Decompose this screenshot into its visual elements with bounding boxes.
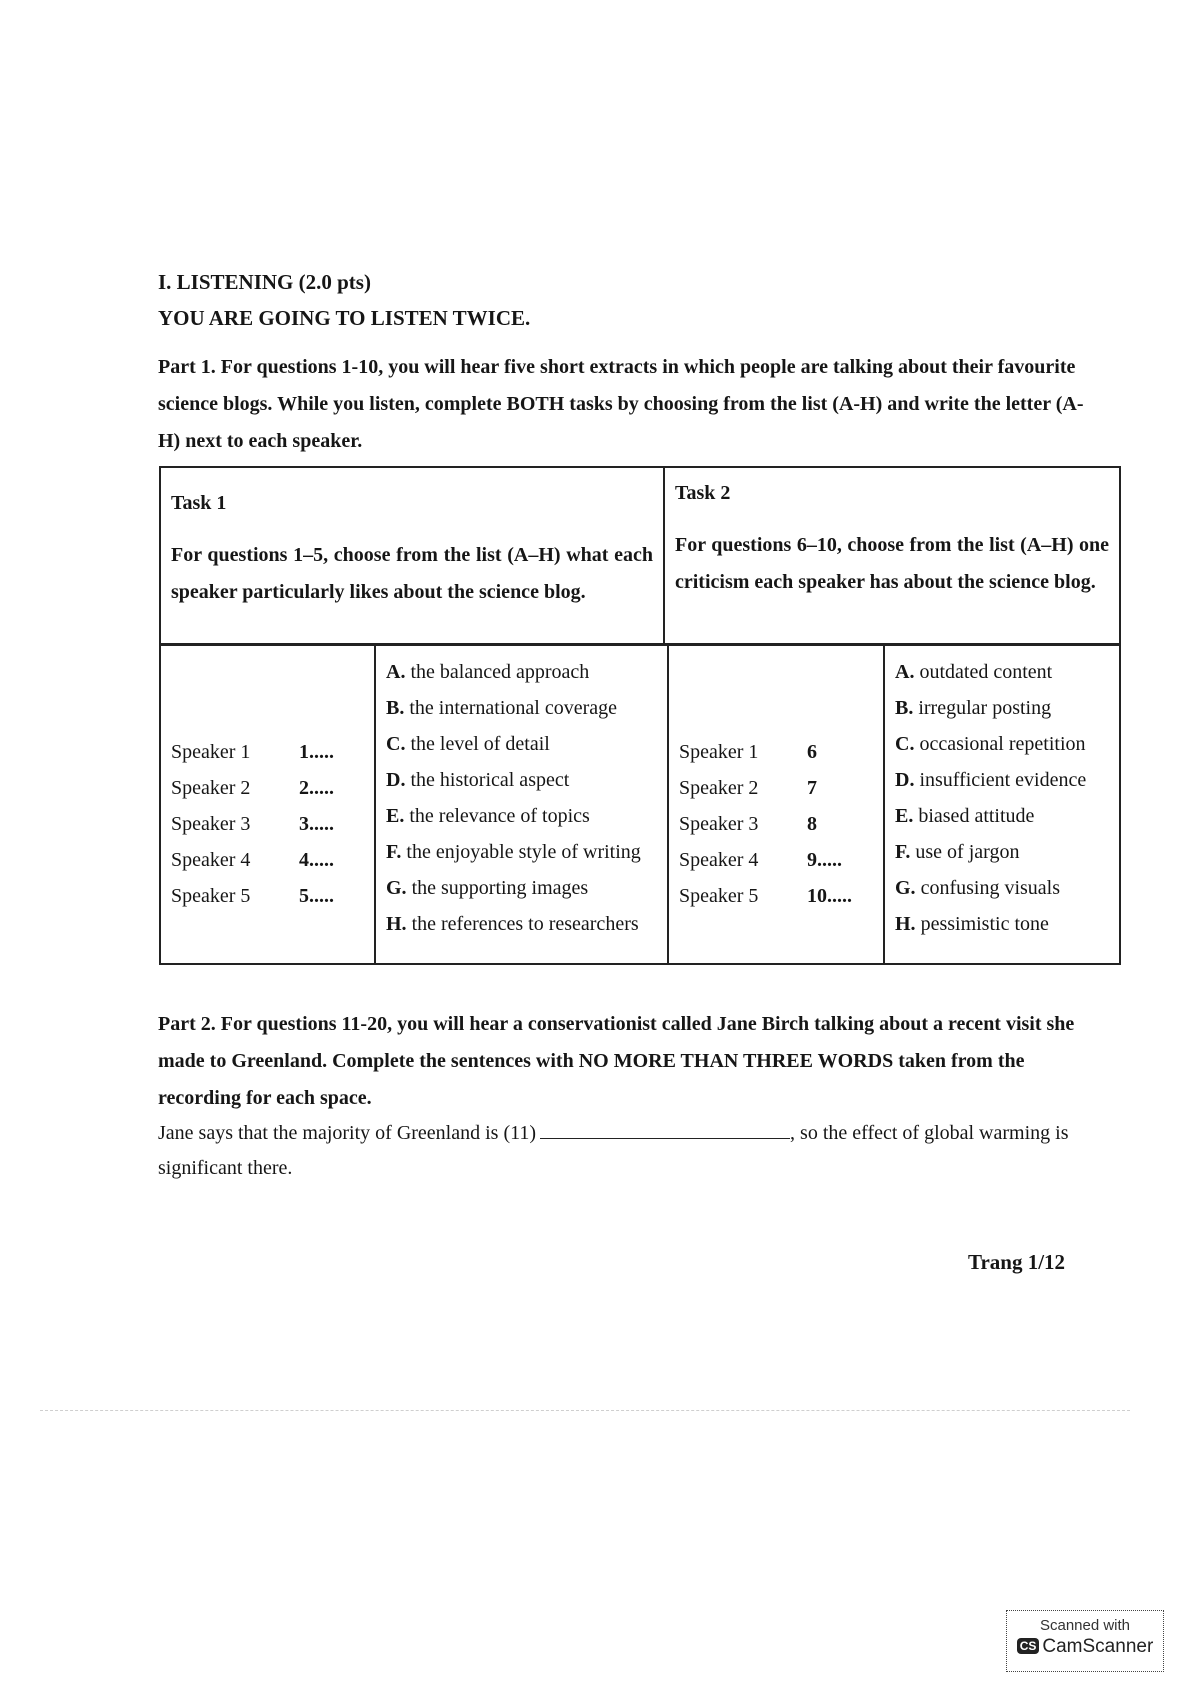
camscanner-watermark [1006,1610,1164,1672]
task2-speaker-row [679,734,852,770]
answer-blank-11[interactable] [540,1120,790,1139]
option-item: D. insufficient evidence [895,769,1087,791]
task1-speaker-row [171,842,334,878]
option-item: G. confusing visuals [895,877,1060,899]
part1-instructions [158,349,1088,460]
speaker-name: Speaker 5 [171,885,251,907]
task2-description: For questions 6–10, choose from the list (A–H) one criticism each speaker has about the science blog. [675,534,1109,593]
option-item: H. pessimistic tone [895,913,1049,935]
answer-blank[interactable]: 5..... [299,885,334,907]
answer-blank[interactable]: 4..... [299,849,334,871]
option-item: C. the level of detail [386,733,550,755]
watermark-brand [1007,1636,1163,1658]
answer-blank[interactable]: 7 [807,777,817,799]
option-item: B. the international coverage [386,697,618,719]
option-item: D. the historical aspect [386,769,570,791]
listen-instruction: YOU ARE GOING TO LISTEN TWICE. [158,306,531,330]
part1-text: For questions 1-10, you will hear five short extracts in which people are talking about their favourite science blogs. While you listen, complete BOTH tasks by choosing from the list (A-H) and write the letter (A-H) next to each speaker. [158,356,1084,452]
page-number: Trang 1/12 [968,1250,1066,1274]
speaker-name: Speaker 5 [679,885,759,907]
camscanner-logo-icon: CS [1017,1638,1040,1654]
option-item: A. outdated content [895,661,1053,683]
answer-blank[interactable]: 2..... [299,777,334,799]
task1-title: Task 1 [171,492,227,514]
question-11-after: , so the effect of global warming is significant there. [158,1122,1069,1179]
option-item: A. the balanced approach [386,661,590,683]
answer-blank[interactable]: 10..... [807,885,852,907]
speaker-name: Speaker 2 [171,777,251,799]
part2-label: Part 2. [158,1013,216,1035]
task1-description: For questions 1–5, choose from the list (A–H) what each speaker particularly likes about the science blog. [171,544,653,603]
answer-blank[interactable]: 3..... [299,813,334,835]
question-11-before: Jane says that the majority of Greenland is (11) [158,1122,537,1144]
speaker-name: Speaker 4 [171,849,251,871]
part2-instructions [158,1006,1088,1117]
section-title: I. LISTENING (2.0 pts) [158,270,371,294]
task2-options-cell [884,644,1120,964]
task2-speaker-row [679,842,852,878]
speaker-name: Speaker 2 [679,777,759,799]
task2-speaker-row [679,770,852,806]
watermark-top-text: Scanned with [1039,1617,1131,1634]
answer-blank[interactable]: 9..... [807,849,842,871]
task2-title: Task 2 [675,482,731,504]
answer-blank[interactable]: 1..... [299,741,334,763]
part1-label: Part 1. [158,356,216,378]
speaker-name: Speaker 1 [171,741,251,763]
task2-speakers-cell [668,644,884,964]
answer-blank[interactable]: 8 [807,813,817,835]
speaker-name: Speaker 3 [679,813,759,835]
option-item: F. use of jargon [895,841,1020,863]
task2-speaker-row [679,806,852,842]
scan-edge-line [40,1410,1130,1411]
task1-speaker-row [171,734,334,770]
option-item: F. the enjoyable style of writing [386,841,641,863]
task1-header [160,467,664,645]
speaker-name: Speaker 4 [679,849,759,871]
option-item: G. the supporting images [386,877,589,899]
question-11 [158,1116,1088,1186]
option-item: C. occasional repetition [895,733,1086,755]
tasks-table [159,466,1121,646]
task2-speaker-list [679,734,852,914]
speaker-name: Speaker 1 [679,741,759,763]
answer-blank[interactable]: 6 [807,741,817,763]
task2-option-list [895,654,1086,942]
part2-text: For questions 11-20, you will hear a conservationist called Jane Birch talking about a recent visit she made to Greenland. Complete the sentences with NO MORE THAN THREE WORDS taken from the recording for each space. [158,1013,1075,1109]
speaker-name: Speaker 3 [171,813,251,835]
task1-speaker-row [171,806,334,842]
task2-speaker-row [679,878,852,914]
task1-option-list [386,654,641,942]
task1-speaker-row [171,878,334,914]
task2-header [664,467,1120,645]
option-item: B. irregular posting [895,697,1052,719]
option-item: E. the relevance of topics [386,805,590,827]
watermark-brand-text: CamScanner [1042,1636,1154,1657]
tasks-body-table [159,643,1121,965]
task1-options-cell [375,644,668,964]
task1-speakers-cell [160,644,375,964]
option-item: E. biased attitude [895,805,1035,827]
task1-speaker-row [171,770,334,806]
task1-speaker-list [171,734,334,914]
option-item: H. the references to researchers [386,913,639,935]
